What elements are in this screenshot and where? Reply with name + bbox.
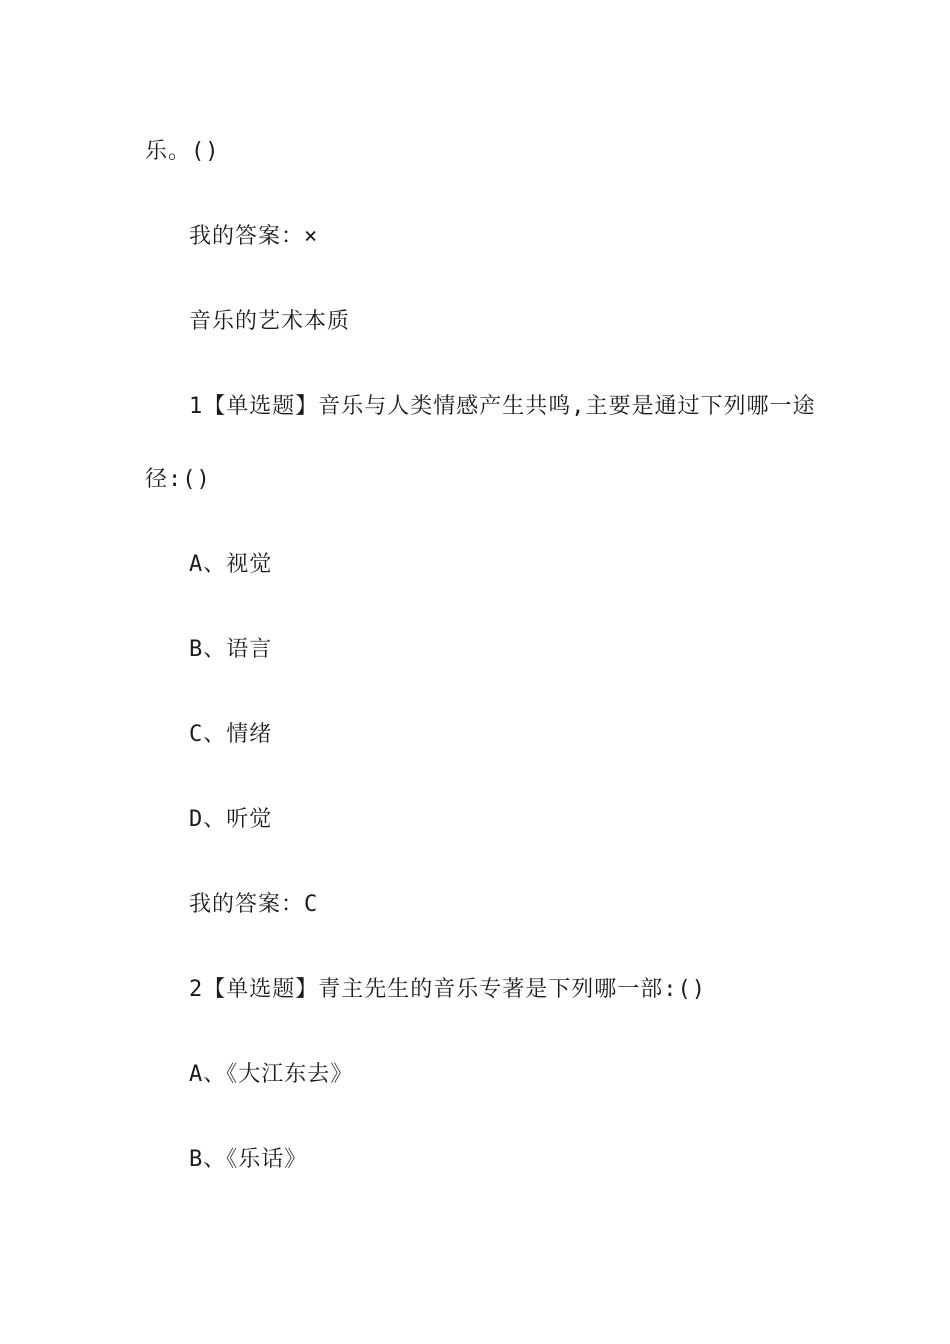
question-1-option-a: A、视觉: [189, 552, 273, 577]
question-continuation-text: 乐。(): [145, 139, 220, 164]
question-2-option-a: A、《大江东去》: [189, 1062, 354, 1087]
question-1-option-c: C、情绪: [189, 722, 273, 747]
question-1-my-answer: 我的答案：C: [189, 892, 319, 917]
question-1-continuation-text: 径:(): [145, 467, 211, 492]
question-2-option-b: B、《乐话》: [189, 1147, 308, 1172]
question-2-text: 2【单选题】青主先生的音乐专著是下列哪一部:(): [189, 977, 706, 1002]
question-1-text: 1【单选题】音乐与人类情感产生共鸣,主要是通过下列哪一途: [189, 394, 816, 419]
question-1-option-d: D、听觉: [189, 807, 273, 832]
section-heading: 音乐的艺术本质: [189, 309, 351, 334]
question-1-option-b: B、语言: [189, 637, 273, 662]
my-answer-text: 我的答案：×: [189, 224, 319, 249]
